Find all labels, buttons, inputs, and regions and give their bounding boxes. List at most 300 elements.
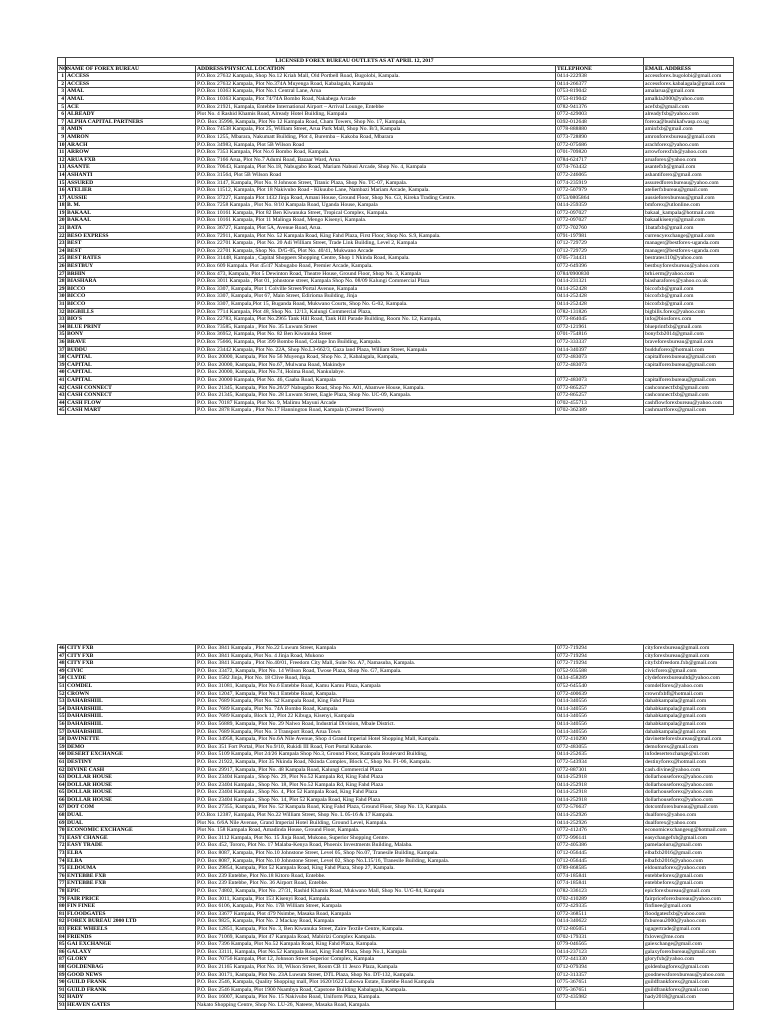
email-address: arachforex@yahoo.com — [644, 141, 734, 149]
row-number: 40 — [59, 369, 65, 376]
telephone: 0702-455713 — [556, 399, 644, 407]
row-number: 36 — [59, 338, 65, 345]
address: P.O.Box 36727, Kampala, Plot 5A, Avenue Road, Arua. — [196, 225, 556, 233]
telephone: 0782-336123 — [556, 888, 644, 896]
row-number: 19 — [59, 209, 65, 216]
address: P.O. Box 7396 Kampala, Plot No.52 Kampala Road, King Fahd Plaza, Kampala. — [196, 941, 556, 949]
email-address: gaiexchange@gmail.com — [644, 941, 734, 949]
email-address: capitalforexbureau@gmail.com — [644, 376, 734, 384]
telephone: 0414-340556 — [556, 720, 644, 728]
table-row — [58, 80, 734, 88]
document-title: LICENSED FOREX BUREAU OUTLETS AS AT APRIL 12, 2017 — [66, 58, 644, 66]
table-row — [58, 285, 734, 293]
telephone: 0712-729729 — [556, 247, 644, 255]
email-address: dollarhouseforex@yahoo.com — [644, 796, 734, 804]
address: P.O. Box 452, Tororo, Plot No. 17 Malaba-Kenya Road, Phoenix Investments Building, Malaba. — [196, 842, 556, 850]
bureau-name: ALREADY — [66, 111, 196, 119]
address: P.O.Box 3307, Kampala,Plot 15, Buganda Road, Mukwano Courts, Shop No. G-02, Kampala. — [196, 301, 556, 309]
table-row — [58, 88, 734, 96]
table-row — [58, 872, 734, 880]
telephone: 0702-410289 — [556, 895, 644, 903]
email-address: budduforex@hotmail.com — [644, 346, 734, 354]
row-number: 33 — [59, 316, 65, 323]
table-row — [58, 918, 734, 926]
email-address: bestbuyforexbureau@yahoo.com — [644, 263, 734, 271]
email-address: bmforex@utlonline.com — [644, 202, 734, 210]
telephone: 0772-368511 — [556, 910, 644, 918]
address: P.O.Box 22783, Kampala, Plot No.2965 Tank Hill Road, Tank Hill Parade Building, Room No. 12, Kampala, — [196, 316, 556, 324]
address: P.O.Box 70643, Kampala, Plot No.18, Nabugabo Road, Mariam Nabusi Arcade, Shop No. 4, Kampala — [196, 164, 556, 172]
telephone: 0712-056445 — [556, 857, 644, 865]
email-address: cityforexbureau@gmail.com — [644, 645, 734, 653]
telephone: 0772-097027 — [556, 209, 644, 217]
telephone: 0414-252428 — [556, 293, 644, 301]
email-address: bakaal_kampala@hotmail.com — [644, 209, 734, 217]
bureau-name: FREE WHEELS — [66, 925, 196, 933]
bureau-name: EPIC — [66, 888, 196, 896]
telephone: 0414-340622 — [556, 918, 644, 926]
table-row — [58, 209, 734, 217]
telephone: 0784/0900830 — [556, 270, 644, 278]
row-number: 56 — [59, 720, 65, 727]
table-row — [58, 141, 734, 149]
table-row — [58, 880, 734, 888]
telephone: 0772-543934 — [556, 758, 644, 766]
row-number: 9 — [58, 133, 66, 141]
row-number: 28 — [59, 278, 65, 285]
address: P.O. Box 2546, Kampala, Quality Shopping mall, Plot 1620/1622 Lubowa Estate, Entebbe Road Kampala — [196, 979, 556, 987]
bureau-name: CAPITAL — [66, 376, 196, 384]
table-row — [58, 705, 734, 713]
bureau-name: DOT COM — [66, 804, 196, 812]
bureau-name: BAKAAL — [66, 217, 196, 225]
table-body-page-1 — [58, 73, 734, 415]
table-row — [58, 133, 734, 141]
bureau-name: DAHABSHIIL — [66, 728, 196, 736]
table-row — [58, 126, 734, 134]
telephone: 0772-410290 — [556, 736, 644, 744]
address: P.O.Box 10161 Kampala, Plot 11 Malinga Road, Mengo Kisenyi, Kampala. — [196, 217, 556, 225]
telephone: 0772-719294 — [556, 660, 644, 668]
table-row — [58, 690, 734, 698]
address: P.O. Box 20000, Kampala, Plot No.67, Mulwana Road, Makindye — [196, 361, 556, 369]
bureau-name: FRIENDS — [66, 933, 196, 941]
telephone: 0772-441330 — [556, 956, 644, 964]
bureau-name: BIASHARA — [66, 278, 196, 286]
telephone: 0772-649396 — [556, 263, 644, 271]
email-address: dollarhouseforex@yahoo.com — [644, 789, 734, 797]
telephone: 0778-888880 — [556, 126, 644, 134]
bureau-name: BEST — [66, 247, 196, 255]
table-row — [58, 713, 734, 721]
address: P.O.Box 27632 Kampala, Plot No.374A Muyenga Road, Kabalagala, Kampala — [196, 80, 556, 88]
address: P.O. Box 3841 Kampala , Plot No.40/01, Freedom City Mall, Suite No. A7, Namasuba, Kampala. — [196, 660, 556, 668]
header-address: ADDRESS/PHYSICAL LOCATION — [196, 65, 556, 73]
row-number: 31 — [59, 301, 65, 307]
telephone: 0414-266377 — [556, 80, 644, 88]
table-row — [58, 789, 734, 797]
bureau-name: CASH CONNECT — [66, 384, 196, 392]
header-email: EMAIL ADDRESS — [644, 65, 734, 73]
telephone: 0784-624717 — [556, 156, 644, 164]
table-row — [58, 399, 734, 407]
bureau-name: CITY FXB — [66, 645, 196, 653]
address: P.O. Box 7689 Kampala, Plot No. 3 Transport Road, Arua Town — [196, 728, 556, 736]
telephone: 0772-097027 — [556, 217, 644, 225]
email-address: accessforex.bugolobi@gmail.com — [644, 73, 734, 81]
email-address: dotcomforexbureau@gmail.com — [644, 804, 734, 812]
row-number: 14 — [59, 171, 65, 178]
address: P.O.Box 22701 Kampala, Shop No. D/G-05, Plot No. 40/41, Mukwano Arcade — [196, 247, 556, 255]
table-row — [58, 316, 734, 324]
row-number: 17 — [59, 194, 65, 201]
table-row — [58, 979, 734, 987]
header-telephone: TELEPHONE — [556, 65, 644, 73]
email-address: braveforexbureau@gmail.com — [644, 338, 734, 346]
telephone: 0772-400639 — [556, 690, 644, 698]
address: P.O. Box 3841 Kampala , Plot No.22 Luwum Street, Kampala — [196, 645, 556, 653]
address: P.O.Box 75666, Kampala, Plot 399 Bombo Road, Collage Inn Building, Kampala. — [196, 338, 556, 346]
telephone: 0701-709820 — [556, 149, 644, 157]
email-address: currencyexchange@gmail.com — [644, 232, 734, 240]
row-number: 44 — [59, 399, 65, 406]
table-row — [58, 361, 734, 369]
email-address: guildfrankforex@gmail.com — [644, 979, 734, 987]
row-number: 93 — [59, 1001, 65, 1008]
email-address: elbafxb2016@gmail.com — [644, 850, 734, 858]
address: P.O. Box 9825, Kampala, Plot No. 2 Mackay Road, Kampala — [196, 918, 556, 926]
row-number: 86 — [59, 948, 65, 955]
email-address: dualforex@yahoo.com — [644, 812, 734, 820]
address: P.O.Box 1255, Mbarara, Nakumatt Building, Plot 4, Buremba – Kakoba Road, Mbarara — [196, 133, 556, 141]
table-row — [58, 95, 734, 103]
email-address: manager@bestforex-uganda.com — [644, 247, 734, 255]
bureau-name: GALAXY — [66, 948, 196, 956]
bureau-name: ASANTE — [66, 164, 196, 172]
row-number: 55 — [59, 713, 65, 720]
email-address: cashconnectfxb@gmail.com — [644, 384, 734, 392]
bureau-name: DEMO — [66, 743, 196, 751]
telephone: 0772-483055 — [556, 743, 644, 751]
row-number: 79 — [59, 895, 65, 902]
address: P.O. Box 5109 Kampala, Plot 24/26 Kampala Shop No.3, Ground Floor, Kampala Boulevard Building, — [196, 751, 556, 759]
telephone: 0712-313357 — [556, 971, 644, 979]
row-number: 11 — [59, 149, 65, 156]
address: P.O. Box 20000, Kampala, Plot No.74, Hoima Road, Nankulabye. — [196, 369, 556, 377]
row-number: 46 — [59, 645, 65, 651]
bureau-name: B. M. — [66, 202, 196, 210]
header-no: NO. — [59, 65, 69, 72]
address: P.O. Box 1582 Jinja, Plot No. 18 Clive Road, Jinja. — [196, 675, 556, 683]
address: P.O.Box 21921, Kampala, Entebbe International Airport – Arrival Lounge, Entebbe — [196, 103, 556, 111]
bureau-name: CROWN — [66, 690, 196, 698]
telephone: 0774-185841 — [556, 880, 644, 888]
telephone: 0772-429003 — [556, 111, 644, 119]
email-address: dollarhouseforex@yahoo.com — [644, 781, 734, 789]
row-number: 80 — [59, 903, 65, 910]
address: P.O.Box 3147, Kampala, Plot No. 8 Johnson Street, Titanic Plaza, Shop No. TC-07, Kampala. — [196, 179, 556, 187]
email-address: cashconnectfxb@gmail.com — [644, 392, 734, 400]
telephone: 0772-719294 — [556, 652, 644, 660]
table-row — [58, 652, 734, 660]
row-number: 4 — [58, 95, 66, 103]
bureau-name: DOLLAR HOUSE — [66, 781, 196, 789]
email-address: 1batafxb@gmail.com — [644, 225, 734, 233]
email-address: acefxb@gmail.com — [644, 103, 734, 111]
bureau-name: BUDDU — [66, 346, 196, 354]
telephone: 0705-734431 — [556, 255, 644, 263]
email-address: bestrates110@yahoo.com — [644, 255, 734, 263]
bureau-name: BICCO — [66, 301, 196, 309]
address: P.O.Box 22701 Kampala , Plot No. 20 Adi William Street, Trade Link Building, Level 2, Kampala — [196, 240, 556, 248]
bureau-name: ARROW — [66, 149, 196, 157]
row-number: 90 — [59, 979, 65, 986]
telephone: 0772-405386 — [556, 842, 644, 850]
row-number: 81 — [59, 910, 65, 917]
address: P.O. Box 2546 Kampala, Plot 1900 Nsambya Road, Capstone Building Kabalagala, Kampala. — [196, 986, 556, 994]
email-address: bakaalkisenyi@gmail.com — [644, 217, 734, 225]
email-address: amalarua@gmail.com — [644, 88, 734, 96]
row-number: 70 — [59, 827, 65, 834]
table-row — [58, 247, 734, 255]
address: P.O. Box 27355, Kampala, Plot No. 52 Kampala Road, King Fahd Plaza, Ground Floor, Shop No. 13, Kampala. — [196, 804, 556, 812]
forex-bureau-table-page-2 — [57, 644, 734, 1010]
address: P.O. Box 33677 Kampala, Plot 479 Nsimbe, Masaka Road, Kampala — [196, 910, 556, 918]
address: P.O. Box 12047, Kampala, Plot No.1 Entebbe Road, Kampala. — [196, 690, 556, 698]
address: P.O. Box 31081, Kampala, Plot No.6 Entebbe Road, Kamu Kamu Plaza, Kampala — [196, 682, 556, 690]
bureau-name: BIO'S — [66, 316, 196, 324]
email-address: fairpriceforexbureau@yahoo.com — [644, 895, 734, 903]
address: P.O.Box 7714 Kampala, Plot 48, Shop No. 12/13, Kalungi Commercial Plaza, — [196, 308, 556, 316]
telephone: 0414-340556 — [556, 728, 644, 736]
email-address: info@biosforex.com — [644, 316, 734, 324]
row-number: 62 — [59, 766, 65, 773]
address: P.O. Box 6106, Kampala, Plot No. 17B William Street, Kampala — [196, 903, 556, 911]
address: P.O.Box 12387, Kampala, Plot No.22 William Street, Shop No. L 05-16 & 17 Kampala. — [196, 812, 556, 820]
address: P.O.Box 73585, Kampala , Plot No. 35 Luwum Street — [196, 323, 556, 331]
address: P.O. Box 16007, Kampala, Plot No. 15 Nakivubo Road, Uniform Plaza, Kampala. — [196, 994, 556, 1002]
row-number: 75 — [59, 865, 65, 872]
bureau-name: DUAL — [66, 819, 196, 827]
row-number: 39 — [59, 361, 65, 368]
row-number: 89 — [59, 971, 65, 978]
table-row — [58, 187, 734, 195]
telephone: 0414-252926 — [556, 812, 644, 820]
bureau-name: FAIR PRICE — [66, 895, 196, 903]
table-row — [58, 293, 734, 301]
bureau-name: CITY FXB — [66, 660, 196, 668]
email-address: amalkla2000@yahoo.com — [644, 95, 734, 103]
row-number: 13 — [59, 164, 65, 171]
email-address: arrowforexfxb@yahoo.com — [644, 149, 734, 157]
email-address: goldenbagforex@gmail.com — [644, 963, 734, 971]
row-number: 84 — [59, 933, 65, 940]
table-row — [58, 278, 734, 286]
telephone: 0772-429335 — [556, 903, 644, 911]
email-address: comdelforex@yahoo.com — [644, 682, 734, 690]
row-number: 58 — [59, 736, 65, 743]
bureau-name: HADY — [66, 994, 196, 1002]
row-number: 5 — [58, 103, 66, 111]
bureau-name: ASSURED — [66, 179, 196, 187]
email-address: economicexchangeug@hotmail.com — [644, 827, 734, 835]
address: P.O. Box 33472, Kampala, Plot No. 14 Wilson Road, Twose Plaza, Shop No. G7, Kampala. — [196, 667, 556, 675]
row-number: 73 — [59, 850, 65, 857]
email-address: ugagertrade@gmail.com — [644, 925, 734, 933]
row-number: 30 — [59, 293, 65, 300]
table-row — [58, 956, 734, 964]
row-number: 92 — [59, 994, 65, 1001]
email-address: floodgatesfxb@yahoo.com — [644, 910, 734, 918]
table-row — [58, 675, 734, 683]
row-number: 61 — [59, 758, 65, 765]
table-row — [58, 963, 734, 971]
address: P.O.Box 7166 Arua, Plot No.7 Adumi Road, Bazaar Ward, Arua — [196, 156, 556, 164]
telephone: 0753/0805864 — [556, 194, 644, 202]
row-number: 38 — [59, 354, 65, 361]
row-number: 87 — [59, 956, 65, 963]
address: P.O. Box 21345, Kampala, Plot No.26/27 Nabugabo Road, Shop No. A01, Abamwe House, Kampala. — [196, 384, 556, 392]
bureau-name: BICCO — [66, 293, 196, 301]
email-address: dahabkampala@gmail.com — [644, 720, 734, 728]
address: P.O. Box 12851, Kampala, Plot No. 3, Ben Kiwanuka Street, Zaire Textile Centre, Kampala. — [196, 925, 556, 933]
telephone: 0772-333337 — [556, 338, 644, 346]
email-address: cashmartforex@gmail.com — [644, 407, 734, 415]
table-row — [58, 354, 734, 362]
address: P.O.Box 27632 Kampala, Shop No.12 Kriah Mall, Old Portbell Road, Bugolobi, Kampala. — [196, 73, 556, 81]
email-address: dahabkampala@gmail.com — [644, 705, 734, 713]
address: P.O. Box 7689 Kampala, Block 12, Plot 22 Kibuga, Kisenyi, Kampala — [196, 713, 556, 721]
table-row — [58, 301, 734, 309]
row-number: 72 — [59, 842, 65, 849]
bureau-name: GLORY — [66, 956, 196, 964]
bureau-name: BIGBILLS — [66, 308, 196, 316]
address: P.O. Box 351 Fort Portal, Plot No.9/10, Rukidi III Road, Fort Portal Kabarole. — [196, 743, 556, 751]
bureau-name: DAVINETTE — [66, 736, 196, 744]
email-address: blueprintfxb@gmail.com — [644, 323, 734, 331]
bureau-name: FOREX BUREAU 2000 LTD — [66, 918, 196, 926]
email-address: infodesertexchange@ul.com — [644, 751, 734, 759]
table-row — [58, 888, 734, 896]
address: P.O. Box 70187 Kampala, Plot No. 9, Malimu Mayuni Arcade — [196, 399, 556, 407]
bureau-name: DESERT EXCHANGE — [66, 751, 196, 759]
email-address: entebbeforex@gmail.com — [644, 880, 734, 888]
row-number: 54 — [59, 705, 65, 712]
bureau-name: AMIN — [66, 126, 196, 134]
bureau-name: CLYDE — [66, 675, 196, 683]
table-row — [58, 331, 734, 339]
table-row — [58, 660, 734, 668]
email-address: biccofxb@gmail.com — [644, 285, 734, 293]
table-row — [58, 857, 734, 865]
table-row — [58, 149, 734, 157]
address: P.O.Box 10363 Kampala, Plot 74/74A Bombo Road, Nakabega Arcade — [196, 95, 556, 103]
table-row — [58, 179, 734, 187]
address: P.O. Box 34958, Kampala, Plot No.6A Nile Avenue, Shop 4 Grand Imperial Hotel Shopping Mall, Kampala. — [196, 736, 556, 744]
row-number: 32 — [59, 308, 65, 315]
row-number: 1 — [58, 73, 66, 81]
address: P.O.Box 37227, Kampala Plot 1432 Jinja Road, Amani House, Ground Floor, Shop No. G3, Kireka Trading Centre. — [196, 194, 556, 202]
table-row — [58, 971, 734, 979]
table-row — [58, 774, 734, 782]
telephone: 0414-252918 — [556, 774, 644, 782]
table-row — [58, 781, 734, 789]
row-number: 82 — [59, 918, 65, 925]
table-row — [58, 698, 734, 706]
row-number: 26 — [59, 263, 65, 270]
bureau-name: DAHABSHIIL — [66, 720, 196, 728]
email-address: demoforex@gmail.com — [644, 743, 734, 751]
bureau-name: COMDEL — [66, 682, 196, 690]
table-row — [58, 766, 734, 774]
table-row — [58, 834, 734, 842]
row-number: 53 — [59, 698, 65, 705]
telephone: 0414-252428 — [556, 285, 644, 293]
table-row — [58, 346, 734, 354]
email-address: easychangefxb@gmail.com — [644, 834, 734, 842]
bureau-name: EASY TRADE — [66, 842, 196, 850]
address: P.O. Box 3011, Kampala, Plot 153 Kisenyi Road, Kampala. — [196, 895, 556, 903]
bureau-name: CASH MART — [66, 407, 196, 415]
table-row — [58, 903, 734, 911]
email-address: cityforexbureau@gmail.com — [644, 652, 734, 660]
bureau-name: DAHABSHIIL — [66, 698, 196, 706]
address: P.O.Box 34983, Kampala, Plot 5B Wilson Road — [196, 141, 556, 149]
table-row — [58, 392, 734, 400]
bureau-name: BRHIN — [66, 270, 196, 278]
table-row — [58, 796, 734, 804]
telephone: 0772-121961 — [556, 323, 644, 331]
address: P.O. Box 7689 Kampala, Plot No. 52 Kampala Road, King Fahd Plaza — [196, 698, 556, 706]
telephone: 0774-763432 — [556, 164, 644, 172]
row-number: 69 — [59, 819, 65, 826]
address: P.O. Box 33111, Kampala, Plot No.52 Kampala Road, King Fahd Plaza, Shop No.1, Kampala — [196, 948, 556, 956]
telephone: 0772-719294 — [556, 645, 644, 653]
bureau-name: GAI EXCHANGE — [66, 941, 196, 949]
address: P.O. Box 70756 Kampala, Plot 12, Johnson Street Superior Complex, Kampala — [196, 956, 556, 964]
address: P.O. Box 23404 Kampala , Shop No. 14, Plot 52 Kampala Road, King Fahd Plaza — [196, 796, 556, 804]
row-number: 52 — [59, 690, 65, 697]
table-row — [58, 225, 734, 233]
table-row — [58, 804, 734, 812]
bureau-name: ASHANTI — [66, 171, 196, 179]
telephone: 0414-259359 — [556, 202, 644, 210]
row-number: 27 — [59, 270, 65, 277]
telephone: 0753-819042 — [556, 88, 644, 96]
email-address: capitalforexbureau@gmail.com — [644, 354, 734, 362]
table-row — [58, 1001, 734, 1009]
table-row — [58, 73, 734, 81]
telephone: 0774-185841 — [556, 872, 644, 880]
email-address: dualforex@yahoo.com — [644, 819, 734, 827]
address: P.O. Box 20000, Kampala, Plot No 56 Muyenga Road, Shop No. 2, Kabalagala, Kampala, — [196, 354, 556, 362]
row-number: 35 — [59, 331, 65, 338]
email-address: fxbureau2000@yahoo.com — [644, 918, 734, 926]
row-number: 68 — [59, 812, 65, 819]
telephone: 0702-362389 — [556, 407, 644, 415]
telephone: 0782-131826 — [556, 308, 644, 316]
row-number: 48 — [59, 660, 65, 667]
email-address: bonyfxb2014@gmail.com — [644, 331, 734, 339]
table-row — [58, 255, 734, 263]
table-row — [58, 720, 734, 728]
email-address: amronforexbureau@gmail.com — [644, 133, 734, 141]
telephone: 0414-222938 — [556, 73, 644, 81]
address: P.O. Box 56889, Kampala, Plot No. 29 Nalwo Road, Industrial Division, Mbale District. — [196, 720, 556, 728]
telephone: 0434-458289 — [556, 675, 644, 683]
telephone: 0414-340556 — [556, 705, 644, 713]
bureau-name: ARUA FXB — [66, 156, 196, 164]
